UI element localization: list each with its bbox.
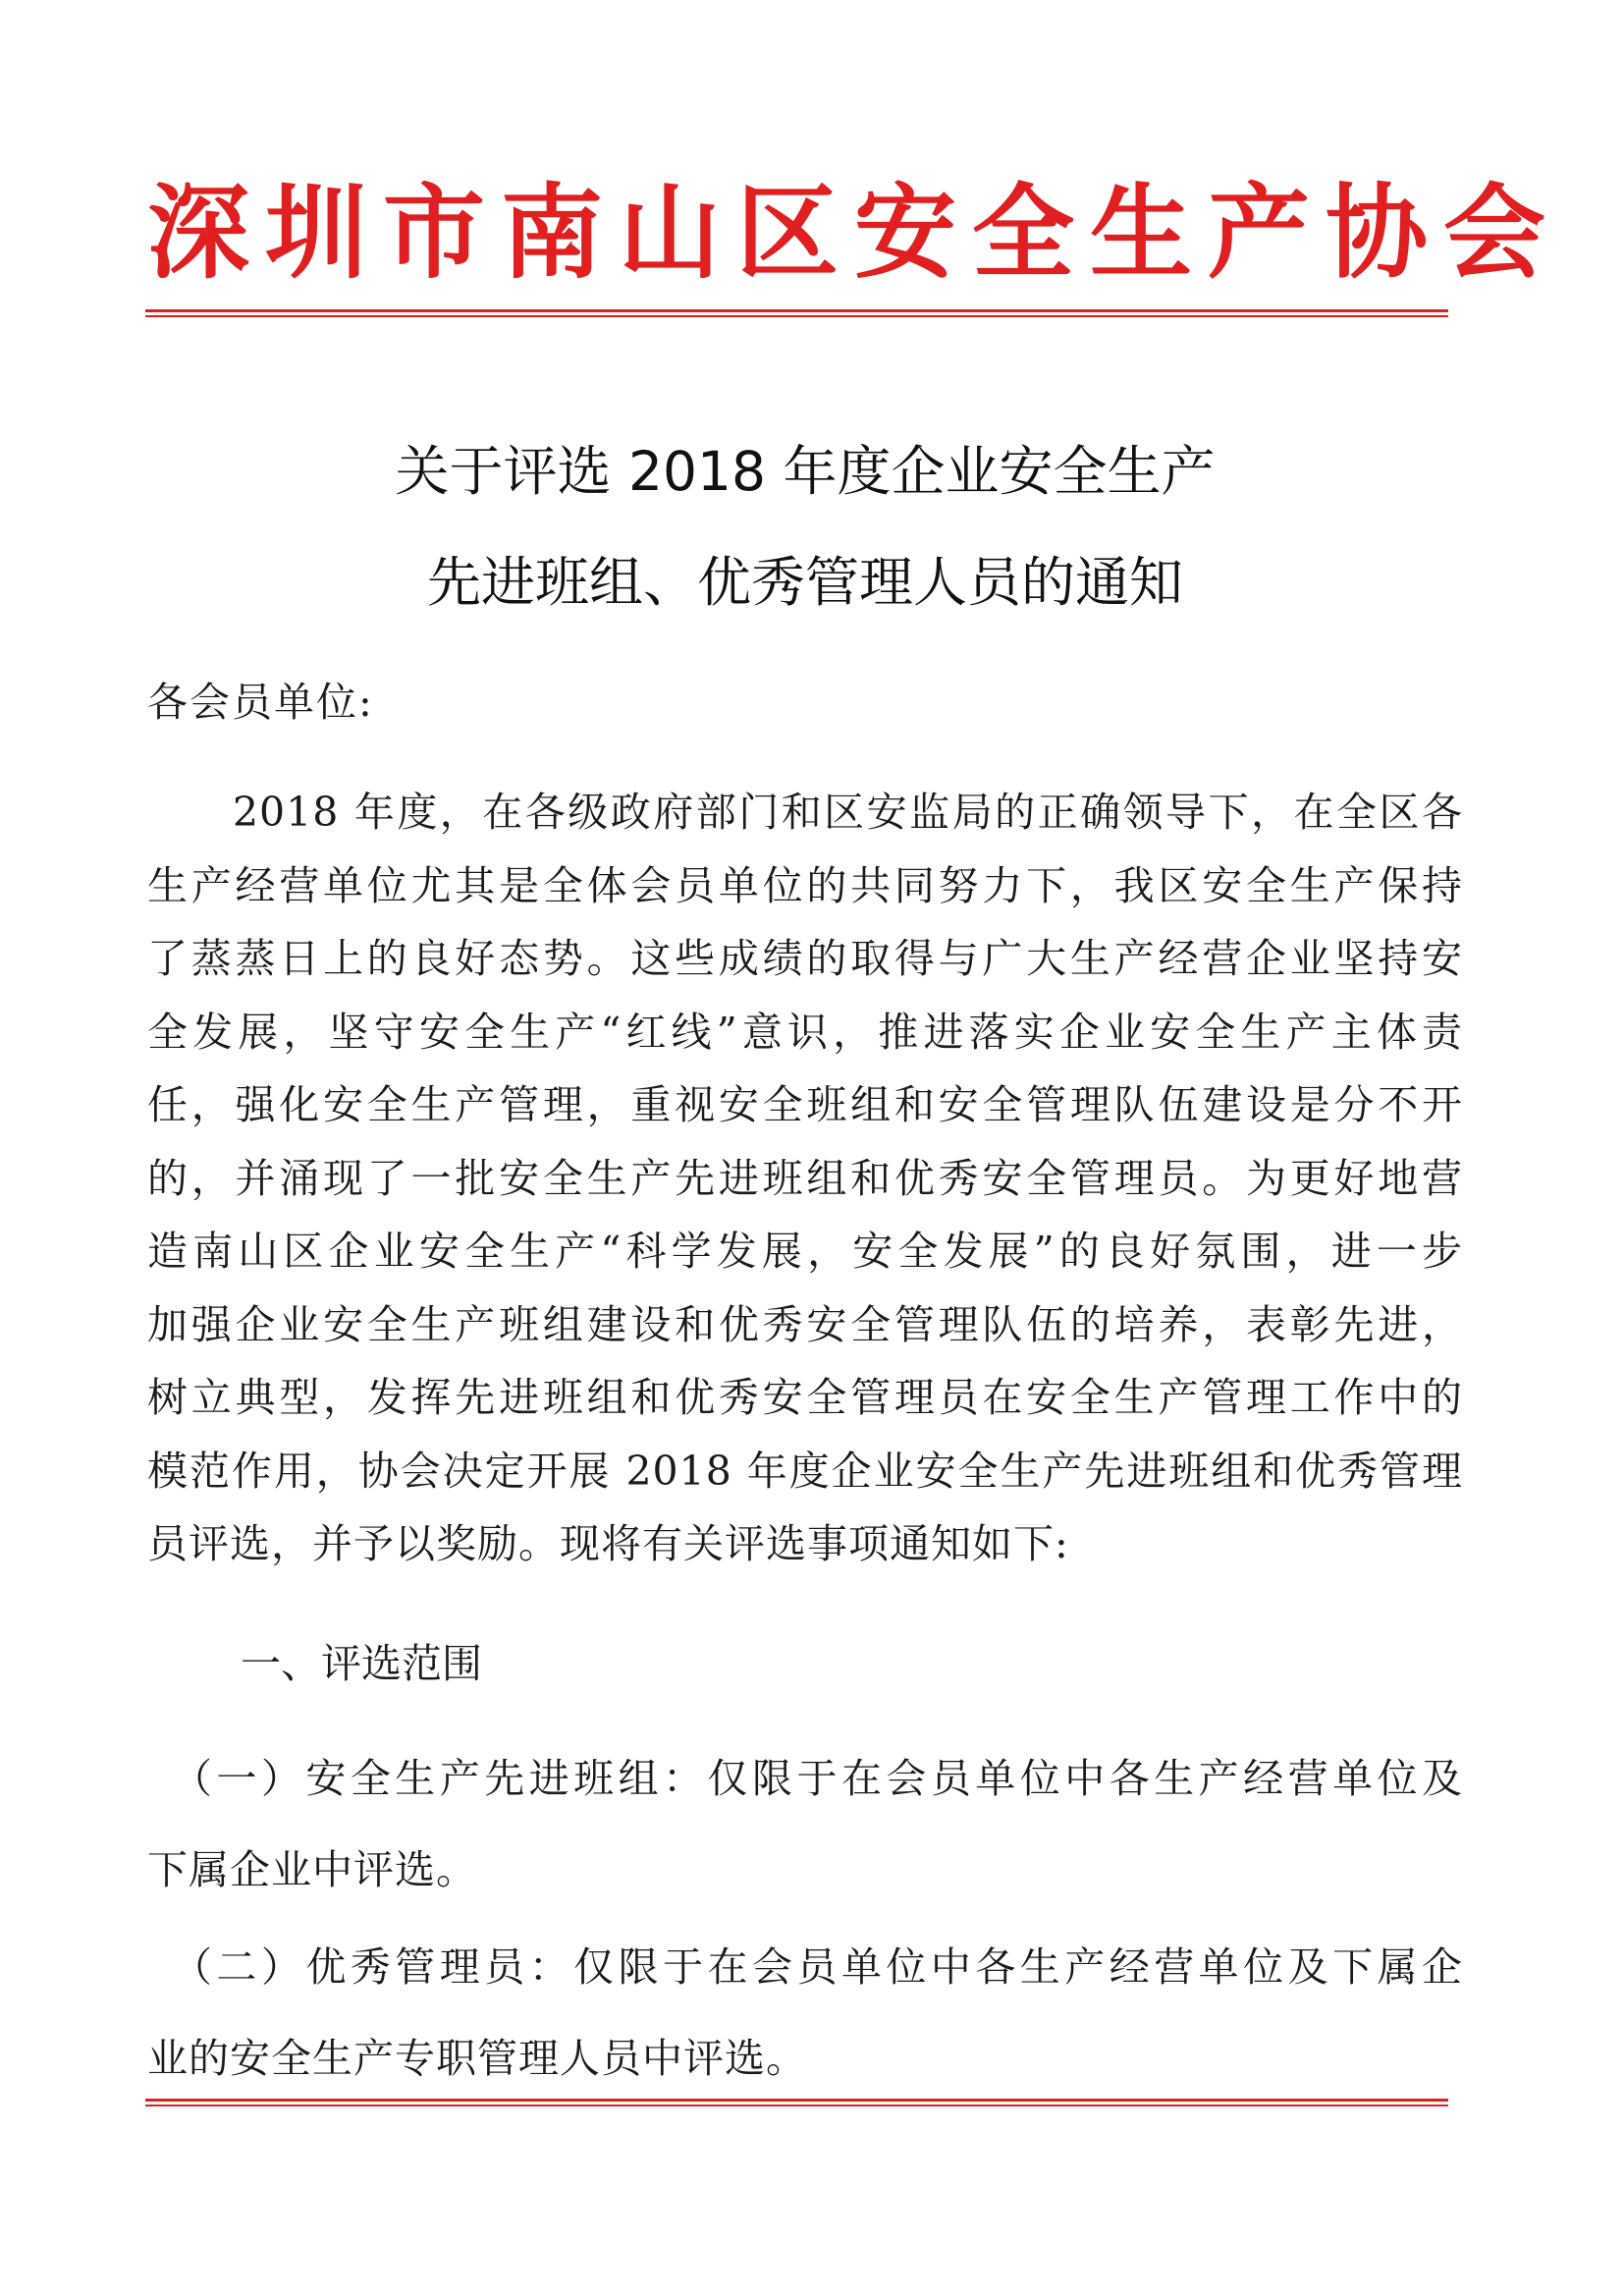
organization-letterhead: 深圳市南山区安全生产协会 xyxy=(147,172,1562,293)
paragraph-line: 全发展，坚守安全生产“红线”意识，推进落实企业安全生产主体责 xyxy=(147,1008,1463,1056)
paragraph-line: 了蒸蒸日上的良好态势。这些成绩的取得与广大生产经营企业坚持安 xyxy=(147,935,1463,982)
main-paragraph xyxy=(147,776,1463,1581)
item-line: 下属企业中评选。 xyxy=(147,1846,477,1893)
paragraph-line: 树立典型，发挥先进班组和优秀安全管理员在安全生产管理工作中的 xyxy=(147,1374,1463,1421)
salutation: 各会员单位: xyxy=(147,679,374,726)
paragraph-line: 生产经营单位尤其是全体会员单位的共同努力下，我区安全生产保持 xyxy=(147,861,1463,909)
scope-item-excellent-manager xyxy=(147,1922,1463,2105)
paragraph-line: 加强企业安全生产班组建设和优秀安全管理队伍的培养，表彰先进， xyxy=(147,1300,1463,1348)
document-title-line-2: 先进班组、优秀管理人员的通知 xyxy=(426,551,1183,614)
paragraph-line: 2018 年度，在各级政府部门和区安监局的正确领导下，在全区各 xyxy=(147,789,1463,836)
section-heading-scope: 一、评选范围 xyxy=(241,1640,482,1687)
item-line: （一）安全生产先进班组：仅限于在会员单位中各生产经营单位及 xyxy=(147,1755,1463,1802)
footer-divider xyxy=(145,2099,1448,2108)
document-title-line-1: 关于评选 2018 年度企业安全生产 xyxy=(395,440,1216,503)
letterhead-divider-top xyxy=(145,309,1448,319)
item-line: 业的安全生产专职管理人员中评选。 xyxy=(147,2035,807,2082)
paragraph-line: 模范作用，协会决定开展 2018 年度企业安全生产先进班组和优秀管理 xyxy=(147,1447,1463,1495)
paragraph-line: 造南山区企业安全生产“科学发展，安全发展”的良好氛围，进一步 xyxy=(147,1228,1463,1275)
scope-item-advanced-team xyxy=(147,1733,1463,1916)
paragraph-line: 员评选，并予以奖励。现将有关评选事项通知如下: xyxy=(147,1520,1069,1567)
paragraph-line: 任，强化安全生产管理，重视安全班组和安全管理队伍建设是分不开 xyxy=(147,1081,1463,1128)
item-line: （二）优秀管理员：仅限于在会员单位中各生产经营单位及下属企 xyxy=(147,1943,1463,1991)
paragraph-line: 的，并涌现了一批安全生产先进班组和优秀安全管理员。为更好地营 xyxy=(147,1154,1463,1202)
